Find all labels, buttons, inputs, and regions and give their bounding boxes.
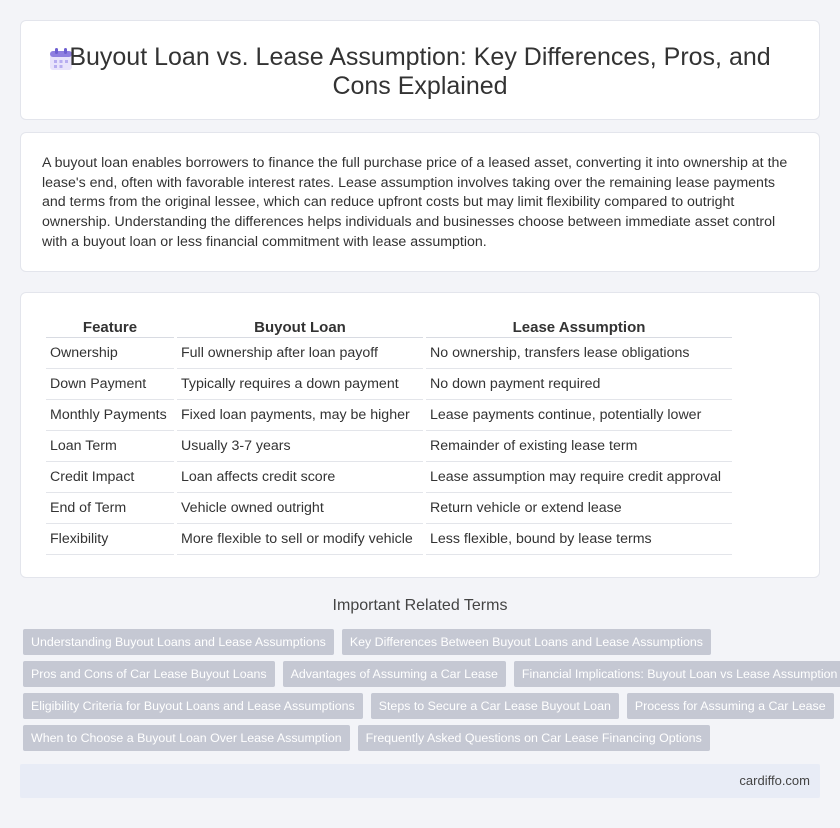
cell-buyout-loan: Typically requires a down payment <box>177 369 423 400</box>
related-term-link[interactable]: Eligibility Criteria for Buyout Loans and Lease Assumptions <box>23 693 363 719</box>
comparison-table <box>43 317 735 555</box>
header-feature: Feature <box>46 317 174 338</box>
cell-feature: Ownership <box>46 338 174 369</box>
table-row <box>46 493 732 524</box>
table-row <box>46 338 732 369</box>
cell-buyout-loan: Fixed loan payments, may be higher <box>177 400 423 431</box>
header-buyout-loan: Buyout Loan <box>177 317 423 338</box>
cell-lease-assumption: No down payment required <box>426 369 732 400</box>
related-terms-list <box>23 629 838 757</box>
cell-lease-assumption: No ownership, transfers lease obligations <box>426 338 732 369</box>
footer <box>20 764 820 798</box>
related-term-link[interactable]: Pros and Cons of Car Lease Buyout Loans <box>23 661 275 687</box>
table-row <box>46 400 732 431</box>
cell-lease-assumption: Lease assumption may require credit approval <box>426 462 732 493</box>
related-term-link[interactable]: Process for Assuming a Car Lease <box>627 693 834 719</box>
cell-feature: Loan Term <box>46 431 174 462</box>
cell-feature: Credit Impact <box>46 462 174 493</box>
intro-card <box>20 132 820 272</box>
related-term-link[interactable]: Understanding Buyout Loans and Lease Assumptions <box>23 629 334 655</box>
related-term-link[interactable]: Financial Implications: Buyout Loan vs Lease Assumption <box>514 661 840 687</box>
table-row <box>46 431 732 462</box>
page-title: Buyout Loan vs. Lease Assumption: Key Differences, Pros, and Cons Explained <box>69 43 771 100</box>
related-term-link[interactable]: Advantages of Assuming a Car Lease <box>283 661 506 687</box>
cell-lease-assumption: Return vehicle or extend lease <box>426 493 732 524</box>
related-terms-heading: Important Related Terms <box>332 597 508 614</box>
related-term-link[interactable]: When to Choose a Buyout Loan Over Lease Assumption <box>23 725 350 751</box>
cell-lease-assumption: Lease payments continue, potentially lower <box>426 400 732 431</box>
cell-feature: Monthly Payments <box>46 400 174 431</box>
cell-buyout-loan: Full ownership after loan payoff <box>177 338 423 369</box>
comparison-card <box>20 292 820 578</box>
cell-lease-assumption: Less flexible, bound by lease terms <box>426 524 732 555</box>
cell-buyout-loan: More flexible to sell or modify vehicle <box>177 524 423 555</box>
cell-buyout-loan: Loan affects credit score <box>177 462 423 493</box>
intro-paragraph: A buyout loan enables borrowers to finance the full purchase price of a leased asset, converting it into ownership at the lease's end, often with favorable interest rates. Lease assumption involves taking over the remaining lease payments and terms from the original lessee, which can reduce upfront costs but may limit flexibility compared to outright ownership. Understanding the differences helps individuals and businesses choose between immediate asset control with a buyout loan or less financial commitment with lease assumption. <box>42 155 788 250</box>
table-row <box>46 524 732 555</box>
header-lease-assumption: Lease Assumption <box>426 317 732 338</box>
table-row <box>46 369 732 400</box>
cell-lease-assumption: Remainder of existing lease term <box>426 431 732 462</box>
cell-buyout-loan: Vehicle owned outright <box>177 493 423 524</box>
related-term-link[interactable]: Steps to Secure a Car Lease Buyout Loan <box>371 693 619 719</box>
cell-feature: Down Payment <box>46 369 174 400</box>
cell-feature: Flexibility <box>46 524 174 555</box>
related-term-link[interactable]: Frequently Asked Questions on Car Lease Financing Options <box>358 725 710 751</box>
related-term-link[interactable]: Key Differences Between Buyout Loans and Lease Assumptions <box>342 629 711 655</box>
cell-buyout-loan: Usually 3-7 years <box>177 431 423 462</box>
table-header-row <box>46 317 732 338</box>
site-name: cardiffo.com <box>739 773 810 788</box>
cell-feature: End of Term <box>46 493 174 524</box>
title-card <box>20 20 820 120</box>
table-row <box>46 462 732 493</box>
